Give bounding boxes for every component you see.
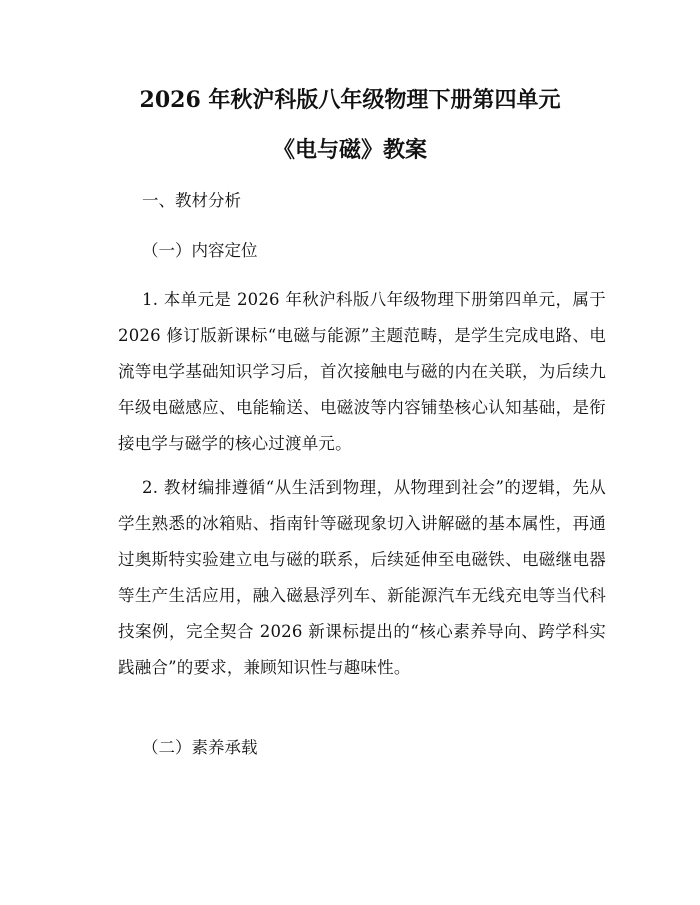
subsection-heading-literacy-bearing: （二）素养承载: [142, 738, 258, 757]
document-title-line2: 《电与磁》教案: [272, 137, 427, 163]
paragraph-content-positioning-2: 2. 教材编排遵循“从生活到物理，从物理到社会”的逻辑，先从学生熟悉的冰箱贴、指南针等磁现象切入讲解磁的基本属性，再通过奥斯特实验建立电与磁的联系，后续延伸至电磁铁、电磁继电器等生产生活应用，融入磁悬浮列车、新能源汽车无线充电等当代科技案例，完全契合 2026 新课标提出的“核心素养导向、跨学科实践融合”的要求，兼顾知识性与趣味性。: [118, 478, 606, 677]
section-heading-textbook-analysis: 一、教材分析: [142, 191, 241, 210]
subsection-heading-content-positioning: （一）内容定位: [142, 241, 258, 260]
paragraph-content-positioning-1: 1. 本单元是 2026 年秋沪科版八年级物理下册第四单元，属于 2026 修订版新课标“电磁与能源”主题范畴，是学生完成电路、电流等电学基础知识学习后，首次接触电与磁的内在关联，为后续九年级电磁感应、电能输送、电磁波等内容铺垫核心认知基础，是衔接电学与磁学的核心过渡单元。: [118, 290, 606, 453]
document-title-line1: 2026 年秋沪科版八年级物理下册第四单元: [139, 87, 561, 113]
